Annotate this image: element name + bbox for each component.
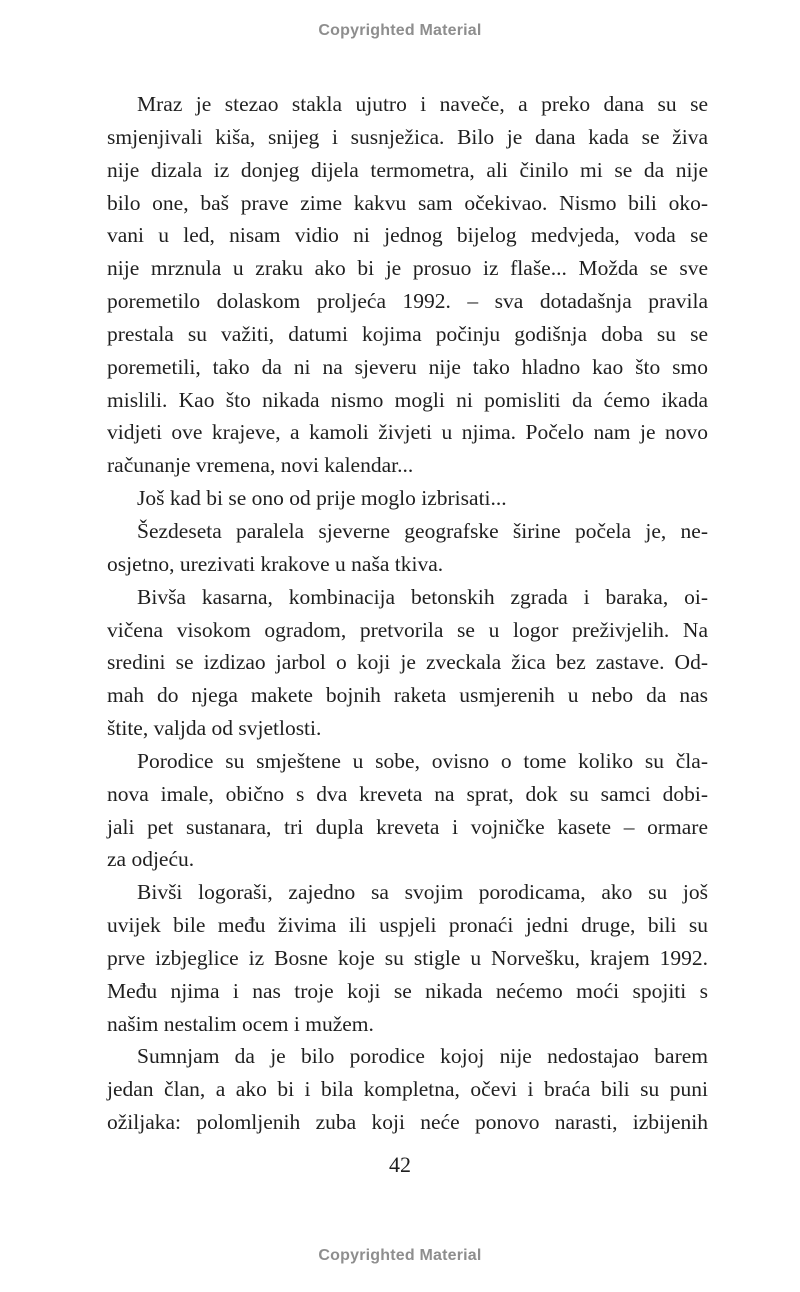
text-line: Još kad bi se ono od prije moglo izbrisati... [137,486,507,511]
text-line: Bivša kasarna, kombinacija betonskih zgrada i baraka, oi- [137,584,708,609]
text-line: osjetno, urezivati krakove u naša tkiva. [107,551,444,576]
text-line: prve izbjeglice iz Bosne koje su stigle u Norvešku, krajem 1992. [107,945,708,970]
copyright-header: Copyrighted Material [318,22,482,39]
text-line: sredini se izdizao jarbol o koji je zveckala žica bez zastave. Od- [107,650,708,675]
text-line: mislili. Kao što nikada nismo mogli ni pomisliti da ćemo ikada [107,387,708,412]
text-line: prestala su važiti, datumi kojima počinju godišnja doba su se [107,321,708,346]
text-line: vidjeti ove krajeve, a kamoli živjeti u njima. Počelo nam je novo [107,420,708,445]
text-line: vani u led, nisam vidio ni jednog bijelog medvjeda, voda se [107,223,708,248]
text-line: našim nestalim ocem i mužem. [107,1011,374,1036]
text-line: Bivši logoraši, zajedno sa svojim porodicama, ako su još [137,880,708,905]
page-text [107,88,708,1139]
text-line: bilo one, baš prave zime kakvu sam očekivao. Nismo bili oko- [107,190,708,215]
text-line: nije mrznula u zraku ako bi je prosuo iz flaše... Možda se sve [107,256,708,281]
text-line: poremetilo dolaskom proljeća 1992. – sva dotadašnja pravila [107,289,708,314]
text-line: jedan član, a ako bi i bila kompletna, očevi i braća bili su puni [107,1077,708,1102]
text-line: računanje vremena, novi kalendar... [107,453,414,478]
text-line: poremetili, tako da ni na sjeveru nije tako hladno kao što smo [107,354,708,379]
text-line: Sumnjam da je bilo porodice kojoj nije nedostajao barem [137,1044,708,1069]
text-line: za odjeću. [107,847,195,872]
text-line: nova imale, obično s dva kreveta na sprat, dok su samci dobi- [107,781,708,806]
text-line: vičena visokom ogradom, pretvorila se u logor preživjelih. Na [107,617,708,642]
text-line: smjenjivali kiša, snijeg i susnježica. Bilo je dana kada se živa [107,124,708,149]
text-line: jali pet sustanara, tri dupla kreveta i vojničke kasete – ormare [107,814,708,839]
paragraph [107,876,708,1040]
text-line: Porodice su smještene u sobe, ovisno o tome koliko su čla- [137,748,708,773]
text-line: Mraz je stezao stakla ujutro i naveče, a preko dana su se [137,92,708,116]
text-line: ožiljaka: polomljenih zuba koji neće ponovo narasti, izbijenih [107,1110,708,1135]
text-line: Među njima i nas troje koji se nikada nećemo moći spojiti s [107,978,708,1003]
text-line: uvijek bile među živima ili uspjeli pronaći jedni druge, bili su [107,913,708,938]
text-line: nije dizala iz donjeg dijela termometra, ali činilo mi se da nije [107,157,708,182]
paragraph [107,745,708,876]
paragraph [107,482,708,515]
paragraph [107,515,708,581]
copyright-footer: Copyrighted Material [318,1247,482,1264]
paragraph [107,1040,708,1139]
paragraph [107,88,708,482]
page-number: 42 [389,1152,411,1177]
text-line: Šezdeseta paralela sjeverne geografske širine počela je, ne- [137,518,708,543]
paragraph [107,581,708,745]
text-line: štite, valjda od svjetlosti. [107,716,322,741]
text-line: mah do njega makete bojnih raketa usmjerenih u nebo da nas [107,683,708,708]
